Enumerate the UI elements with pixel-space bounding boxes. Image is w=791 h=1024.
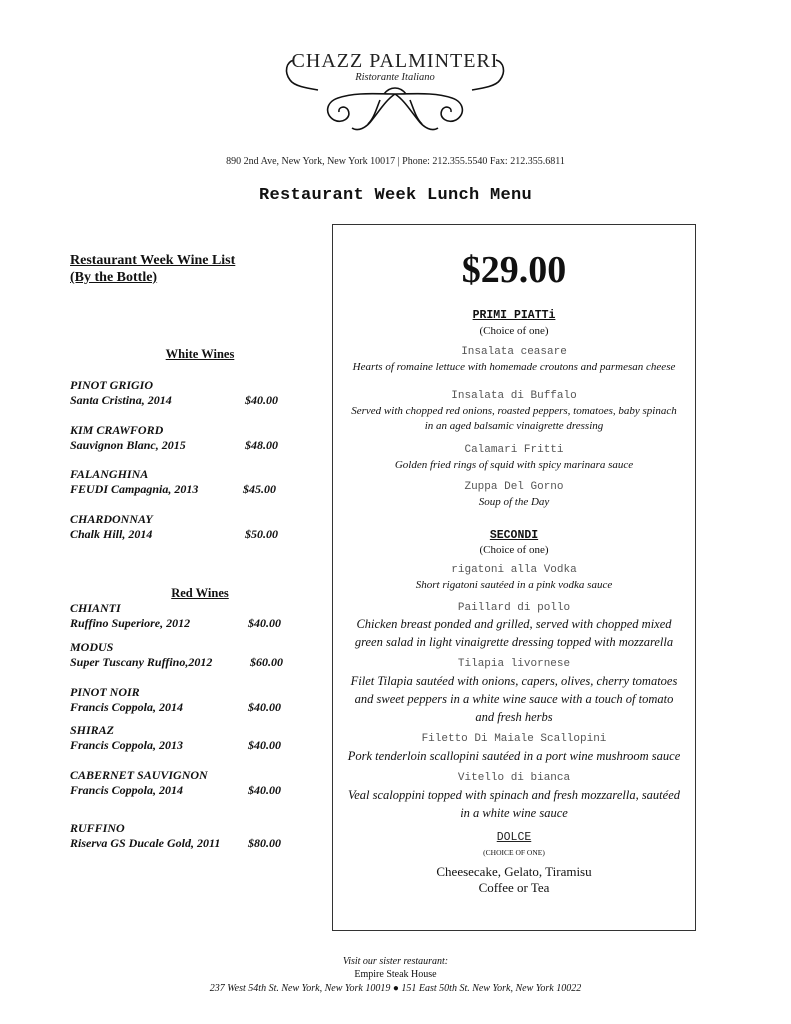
footer-sister-addresses: 237 West 54th St. New York, New York 10019 ● 151 East 50th St. New York, New York 10022 — [209, 983, 582, 994]
dish-description-line: Filet Tilapia sautéed with onions, capers, olives, cherry tomatoes — [350, 674, 678, 688]
dish-name: rigatoni alla Vodka — [451, 564, 577, 576]
wine-item — [70, 601, 295, 631]
wine-item — [70, 512, 295, 542]
wine-price: $40.00 — [248, 616, 281, 630]
wine-item — [70, 467, 295, 497]
dish-description-line: Chicken breast ponded and grilled, served with chopped mixed — [356, 617, 672, 631]
wine-item — [70, 378, 295, 408]
dish-description-line: and fresh herbs — [475, 710, 553, 724]
dish-description-line: Served with chopped red onions, roasted peppers, tomatoes, baby spinach — [351, 405, 677, 417]
wine-detail: Sauvignon Blanc, 2015 — [70, 438, 186, 452]
restaurant-address: 890 2nd Ave, New York, New York 10017 | Phone: 212.355.5540 Fax: 212.355.6811 — [226, 156, 565, 167]
dish-description: Hearts of romaine lettuce with homemade croutons and parmesan cheese — [352, 361, 676, 373]
dolce-heading: DOLCE — [496, 831, 532, 844]
secondi-subheading: (Choice of one) — [479, 544, 549, 556]
dish-description: Pork tenderloin scallopini sautéed in a port wine mushroom sauce — [347, 749, 681, 763]
dish-name: Vitello di bianca — [457, 772, 571, 784]
wine-price: $60.00 — [250, 655, 283, 669]
wine-detail: FEUDI Campagnia, 2013 — [70, 482, 199, 496]
dish-name: Paillard di pollo — [457, 602, 571, 614]
dish-name: Zuppa Del Gorno — [464, 481, 564, 493]
wine-item — [70, 821, 295, 851]
primi-heading: PRIMI PIATTi — [472, 309, 556, 322]
dish-description: Soup of the Day — [478, 496, 550, 508]
dish-description: Short rigatoni sautéed in a pink vodka sauce — [415, 579, 613, 591]
dish-description — [336, 615, 692, 651]
wine-price: $48.00 — [245, 438, 278, 452]
wine-item — [70, 685, 295, 715]
dish-name: Tilapia livornese — [457, 658, 571, 670]
dish-description — [336, 672, 692, 726]
dish-name: Insalata ceasare — [461, 346, 567, 358]
menu-title: Restaurant Week Lunch Menu — [258, 186, 533, 205]
wine-name: FALANGHINA — [70, 467, 149, 481]
restaurant-name: CHAZZ PALMINTERI — [291, 50, 499, 72]
wine-item — [70, 640, 295, 670]
wine-item — [70, 768, 295, 798]
white-wines-heading: White Wines — [165, 347, 235, 361]
wine-name: PINOT NOIR — [70, 685, 140, 699]
wine-list-title-line2: (By the Bottle) — [70, 270, 158, 285]
primi-subheading: (Choice of one) — [479, 325, 549, 337]
dish-name: Insalata di Buffalo — [451, 390, 577, 402]
wine-name: SHIRAZ — [70, 723, 115, 737]
wine-price: $40.00 — [245, 393, 278, 407]
dish-description — [340, 404, 688, 434]
footer-sister-label: Visit our sister restaurant: — [342, 956, 449, 967]
wine-detail: Riserva GS Ducale Gold, 2011 — [70, 836, 221, 850]
wine-name: CABERNET SAUVIGNON — [70, 768, 208, 782]
wine-price: $40.00 — [248, 700, 281, 714]
wine-detail: Ruffino Superiore, 2012 — [70, 616, 191, 630]
dish-description: Golden fried rings of squid with spicy marinara sauce — [394, 459, 634, 471]
wine-detail: Francis Coppola, 2013 — [70, 738, 184, 752]
wine-price: $50.00 — [245, 527, 278, 541]
dish-description-line: Veal scaloppini topped with spinach and fresh mozzarella, sautéed — [347, 788, 681, 802]
wine-name: RUFFINO — [70, 821, 125, 835]
wine-item — [70, 723, 295, 753]
wine-price: $40.00 — [248, 783, 281, 797]
secondi-heading: SECONDI — [489, 529, 539, 542]
wine-list-title-line1: Restaurant Week Wine List — [70, 253, 236, 268]
wine-detail: Santa Cristina, 2014 — [70, 393, 172, 407]
wine-detail: Francis Coppola, 2014 — [70, 783, 184, 797]
dolce-subheading: (CHOICE OF ONE) — [483, 848, 545, 857]
dish-name: Filetto Di Maiale Scallopini — [421, 733, 607, 745]
footer-sister-name: Empire Steak House — [354, 969, 437, 980]
wine-price: $45.00 — [243, 482, 276, 496]
wine-name: KIM CRAWFORD — [70, 423, 164, 437]
drink-options: Coffee or Tea — [478, 880, 550, 895]
dish-description-line: green salad in light vinaigrette dressing topped with mozzarella — [354, 635, 674, 649]
wine-price: $80.00 — [248, 836, 281, 850]
dish-description-line: in an aged balsamic vinaigrette dressing — [424, 420, 604, 432]
wine-detail: Francis Coppola, 2014 — [70, 700, 184, 714]
dish-description-line: and sweet peppers in a white wine sauce with a touch of tomato — [354, 692, 674, 706]
red-wines-heading: Red Wines — [171, 586, 229, 600]
dish-description-line: in a white wine sauce — [460, 806, 568, 820]
wine-detail: Chalk Hill, 2014 — [70, 527, 153, 541]
wine-name: PINOT GRIGIO — [70, 378, 154, 392]
wine-price: $40.00 — [248, 738, 281, 752]
restaurant-tagline: Ristorante Italiano — [355, 72, 435, 83]
dolce-options: Cheesecake, Gelato, Tiramisu — [436, 864, 592, 879]
menu-price: $29.00 — [461, 249, 567, 291]
wine-name: CHARDONNAY — [70, 512, 153, 526]
dish-name: Calamari Fritti — [464, 444, 564, 456]
wine-item — [70, 423, 295, 453]
wine-name: MODUS — [70, 640, 114, 654]
wine-name: CHIANTI — [70, 601, 121, 615]
wine-detail: Super Tuscany Ruffino,2012 — [70, 655, 213, 669]
dish-description — [336, 786, 692, 822]
wine-list-title — [70, 252, 235, 286]
